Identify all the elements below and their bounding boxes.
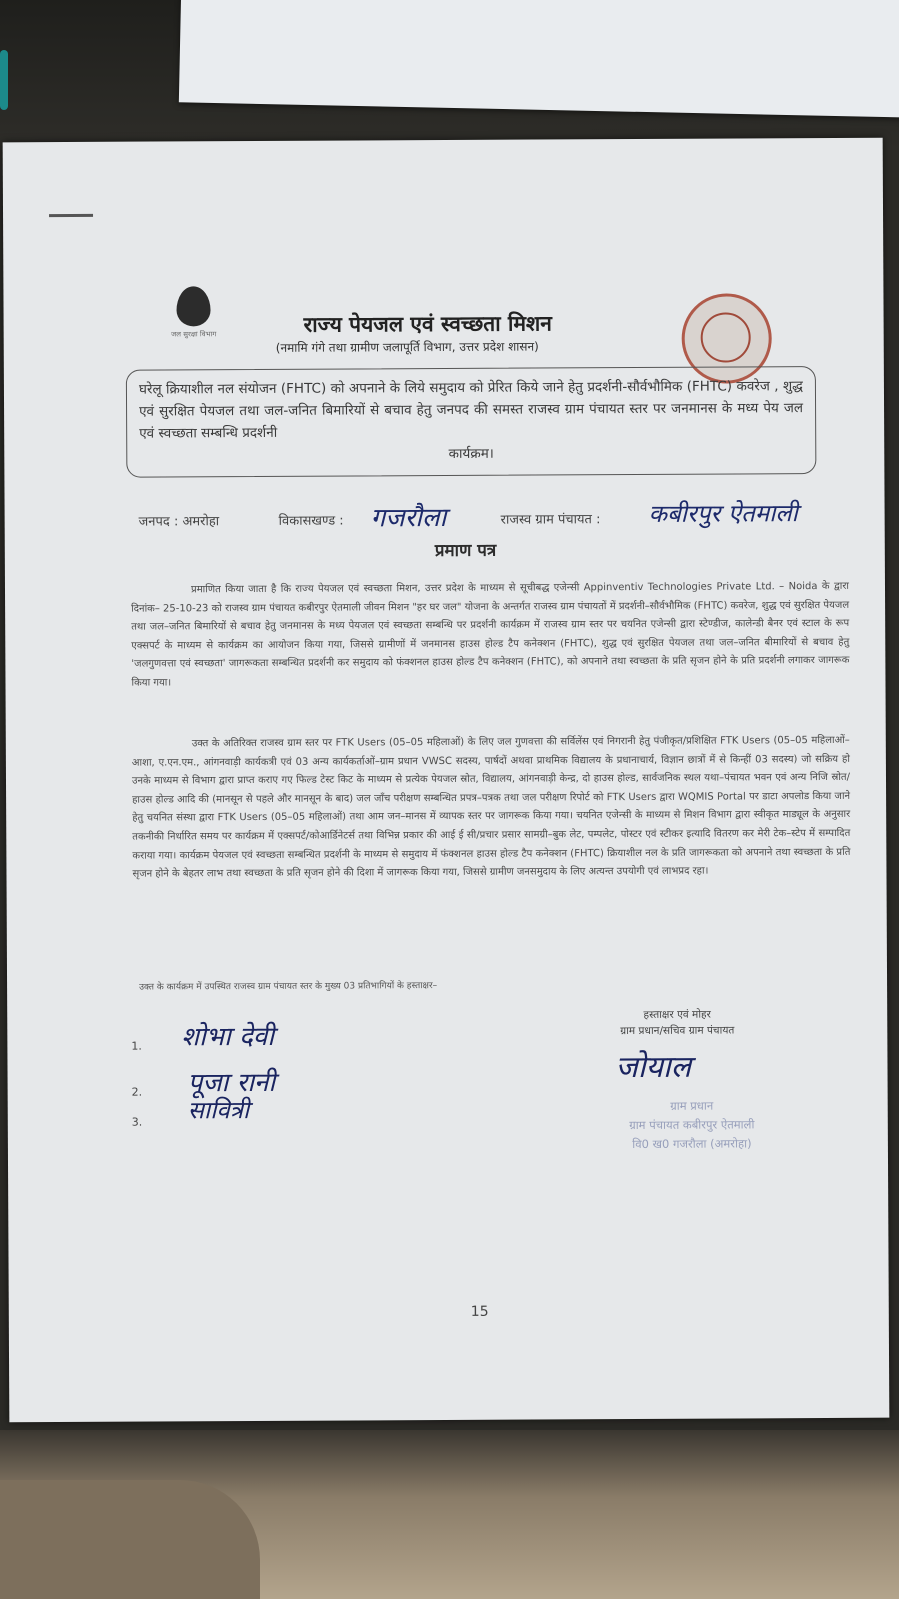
block-value: गजरौला xyxy=(370,502,447,534)
mission-subtitle: (नमामि गंगे तथा ग्रामीण जलापूर्ति विभाग, उत्तर प्रदेश शासन) xyxy=(275,339,539,355)
participant-number: 1. xyxy=(131,1039,142,1053)
authority-label: हस्ताक्षर एवं मोहर xyxy=(643,1008,711,1021)
program-title-text: घरेलू क्रियाशील नल संयोजन (FHTC) को अपनाने के लिये समुदाय को प्रेरित किये जाने हेतु प्रदर्शनी-सौर्वभौमिक (FHTC) कवरेज , शुद्ध एवं सुरक्षित पेयजल तथा जल-जनित बिमारियों से बचाव हेतु जनपद की समस्त राजस्व ग्राम पंचायत स्तर पर जनमानस के मध्य पेय जल एवं स्वच्छता सम्बन्धि प्रदर्शनी xyxy=(138,378,804,442)
pradhan-signature: जोयाल xyxy=(615,1049,692,1086)
pen-mark xyxy=(49,214,93,217)
block-label: विकासखण्ड : xyxy=(278,513,344,529)
signature-note: उक्त के कार्यक्रम में उपस्थित राजस्व ग्राम पंचायत स्तर के मुख्य 03 प्रतिभागियों के हस्ताक्षर– xyxy=(139,981,438,993)
participant-number: 2. xyxy=(131,1085,143,1099)
participant-signature: शोभा देवी xyxy=(181,1021,275,1053)
background-paper xyxy=(179,0,899,118)
location-row xyxy=(138,499,859,538)
page-number: 15 xyxy=(470,1303,489,1320)
certificate-paragraph-2: उक्त के अतिरिक्त राजस्व ग्राम स्तर पर FTK Users (05–05 महिलाओं) के लिए जल गुणवत्ता की सर्विलेंस एवं निगरानी हेतु पंजीकृत/प्रशिक्षित FTK Users (05–05 महिलाओं–आशा, ए.एन.एम., आंगनवाड़ी कार्यकत्री एवं 03 अन्य कार्यकर्ताओं–ग्राम प्रधान VWSC सदस्य, पार्षदों अथवा प्राथमिक विद्यालय के प्रधानाचार्य, विज्ञान छात्रों में से किन्हीं 03 सदस्य) जो सक्रिय हो उनके माध्यम से विभाग द्वारा प्राप्त कराए गए फिल्ड टेस्ट किट के माध्यम से प्रत्येक पेयजल स्रोत, विद्यालय, आंगनवाड़ी केन्द्र, दो हाउस होल्ड, सार्वजनिक स्थल यथा–पंचायत भवन एवं अन्य निजि स्रोत/हाउस होल्ड आदि की (मानसून से पहले और मानसून के बाद) जल जाँच परीक्षण सम्बन्धित प्रपत्र–पत्रक तथा जल परीक्षण रिपोर्ट को FTK Users द्वारा WQMIS Portal पर डाटा अपलोड किया जाने हेतु चयनित संस्था द्वारा FTK Users (05–05 महिलाओं) तथा आम जन–मानस में व्यापक स्तर पर जागरूक किया गया। चयनित एजेन्सी के माध्यम से मिशन विभाग द्वारा स्वीकृत माड्यूल के अनुसार तकनीकी निर्धारित समय पर कार्यक्रम में एक्सपर्ट/कोआर्डिनेटर्स तथा विभिन्न प्रकार की आई ई सी/प्रचार प्रसार सामग्री–बुक लेट, पम्पलेट, पोस्टर एवं स्टीकर इत्यादि वितरण कर मेरी टेक–स्टेप में सम्पादित कराया गया। कार्यक्रम पेयजल एवं स्वच्छता सम्बन्धित प्रदर्शनी के माध्यम से समुदाय में फंक्शनल हाउस होल्ड टैप कनेक्शन (FHTC) क्रियाशील नल के प्रति जागरूकता को अपनाने तथा स्वच्छता के प्रति सृजन होने के बेहतर लाभ तथा स्वच्छता के प्रति सृजन होने की दिशा में जागरूक किया गया, जिससे ग्रामीण जनसमुदाय के लिए अत्यन्त उपयोगी एवं लाभप्रद रहा। xyxy=(131,734,851,880)
water-drop-icon xyxy=(176,286,210,326)
background-object xyxy=(0,50,8,110)
district-label: जनपद : अमरोहा xyxy=(138,514,220,530)
program-title-box xyxy=(126,366,817,478)
water-mission-logo xyxy=(163,286,223,361)
authority-block xyxy=(567,1006,787,1039)
participant-number: 3. xyxy=(131,1115,143,1129)
certificate-paragraph-1: प्रमाणित किया जाता है कि राज्य पेयजल एवं स्वच्छता मिशन, उत्तर प्रदेश के माध्यम से सूचीबद्ध एजेन्सी Appinventiv Technologies Private Ltd. – Noida के द्वारा दिनांक– 25-10-23 को राजस्व ग्राम पंचायत कबीरपुर ऐतमाली जीवन मिशन "हर घर जल" योजना के अन्तर्गत राजस्व ग्राम पंचायतों में प्रदर्शनी–सौर्वभौमिक (FHTC) कवरेज, शुद्ध एवं सुरक्षित पेयजल तथा जल–जनित बिमारियों से बचाव हेतु जनमानस के मध्य पेयजल एवं स्वच्छता सम्बन्धि पर प्रदर्शनी कार्यक्रम में राजस्व ग्राम स्तर पर चयनित एजेन्सी द्वारा स्टेण्डीज, कालेन्डी बैनर एवं स्टाल के रूप एक्सपर्ट के माध्यम से कार्यक्रम का आयोजन किया गया, जिससे ग्रामीणों में जनमानस हाउस होल्ड टैप कनेक्शन (FHTC), शुद्ध एवं सुरक्षित पेयजल तथा जल–जनित बीमारियों से बचाव हेतु 'जलगुणवत्ता एवं स्वच्छता' जागरूकता सम्बन्धित प्रदर्शनी कर समुदाय को फंक्शनल हाउस होल्ड टैप कनेक्शन (FHTC), को अपनाने तथा स्वच्छता के प्रति सृजन होने के प्रति प्रदर्शनी लगाकर जागरूक किया गया। xyxy=(131,580,850,689)
official-stamp xyxy=(592,1096,792,1154)
emblem-inner-ring xyxy=(701,312,751,362)
panchayat-value: कबीरपुर ऐतमाली xyxy=(648,499,798,528)
foot-shadow xyxy=(0,1480,260,1599)
logo-caption: जल सुरक्षा विभाग xyxy=(171,330,217,339)
program-title-last: कार्यक्रम। xyxy=(448,445,494,462)
certificate-title: प्रमाण पत्र xyxy=(434,540,497,562)
authority-role: ग्राम प्रधान/सचिव ग्राम पंचायत xyxy=(620,1024,735,1038)
panchayat-label: राजस्व ग्राम पंचायत : xyxy=(500,512,601,528)
stamp-line: वि0 ख0 गजरौला (अमरोहा) xyxy=(632,1136,752,1152)
participant-signature: सावित्री xyxy=(187,1096,250,1125)
mission-title: राज्य पेयजल एवं स्वच्छता मिशन xyxy=(303,310,553,337)
stamp-line: ग्राम प्रधान xyxy=(670,1098,714,1113)
stamp-line: ग्राम पंचायत कबीरपुर ऐतमाली xyxy=(629,1117,755,1133)
participant-signature: पूजा रानी xyxy=(187,1067,276,1099)
certificate-page xyxy=(3,138,890,1423)
